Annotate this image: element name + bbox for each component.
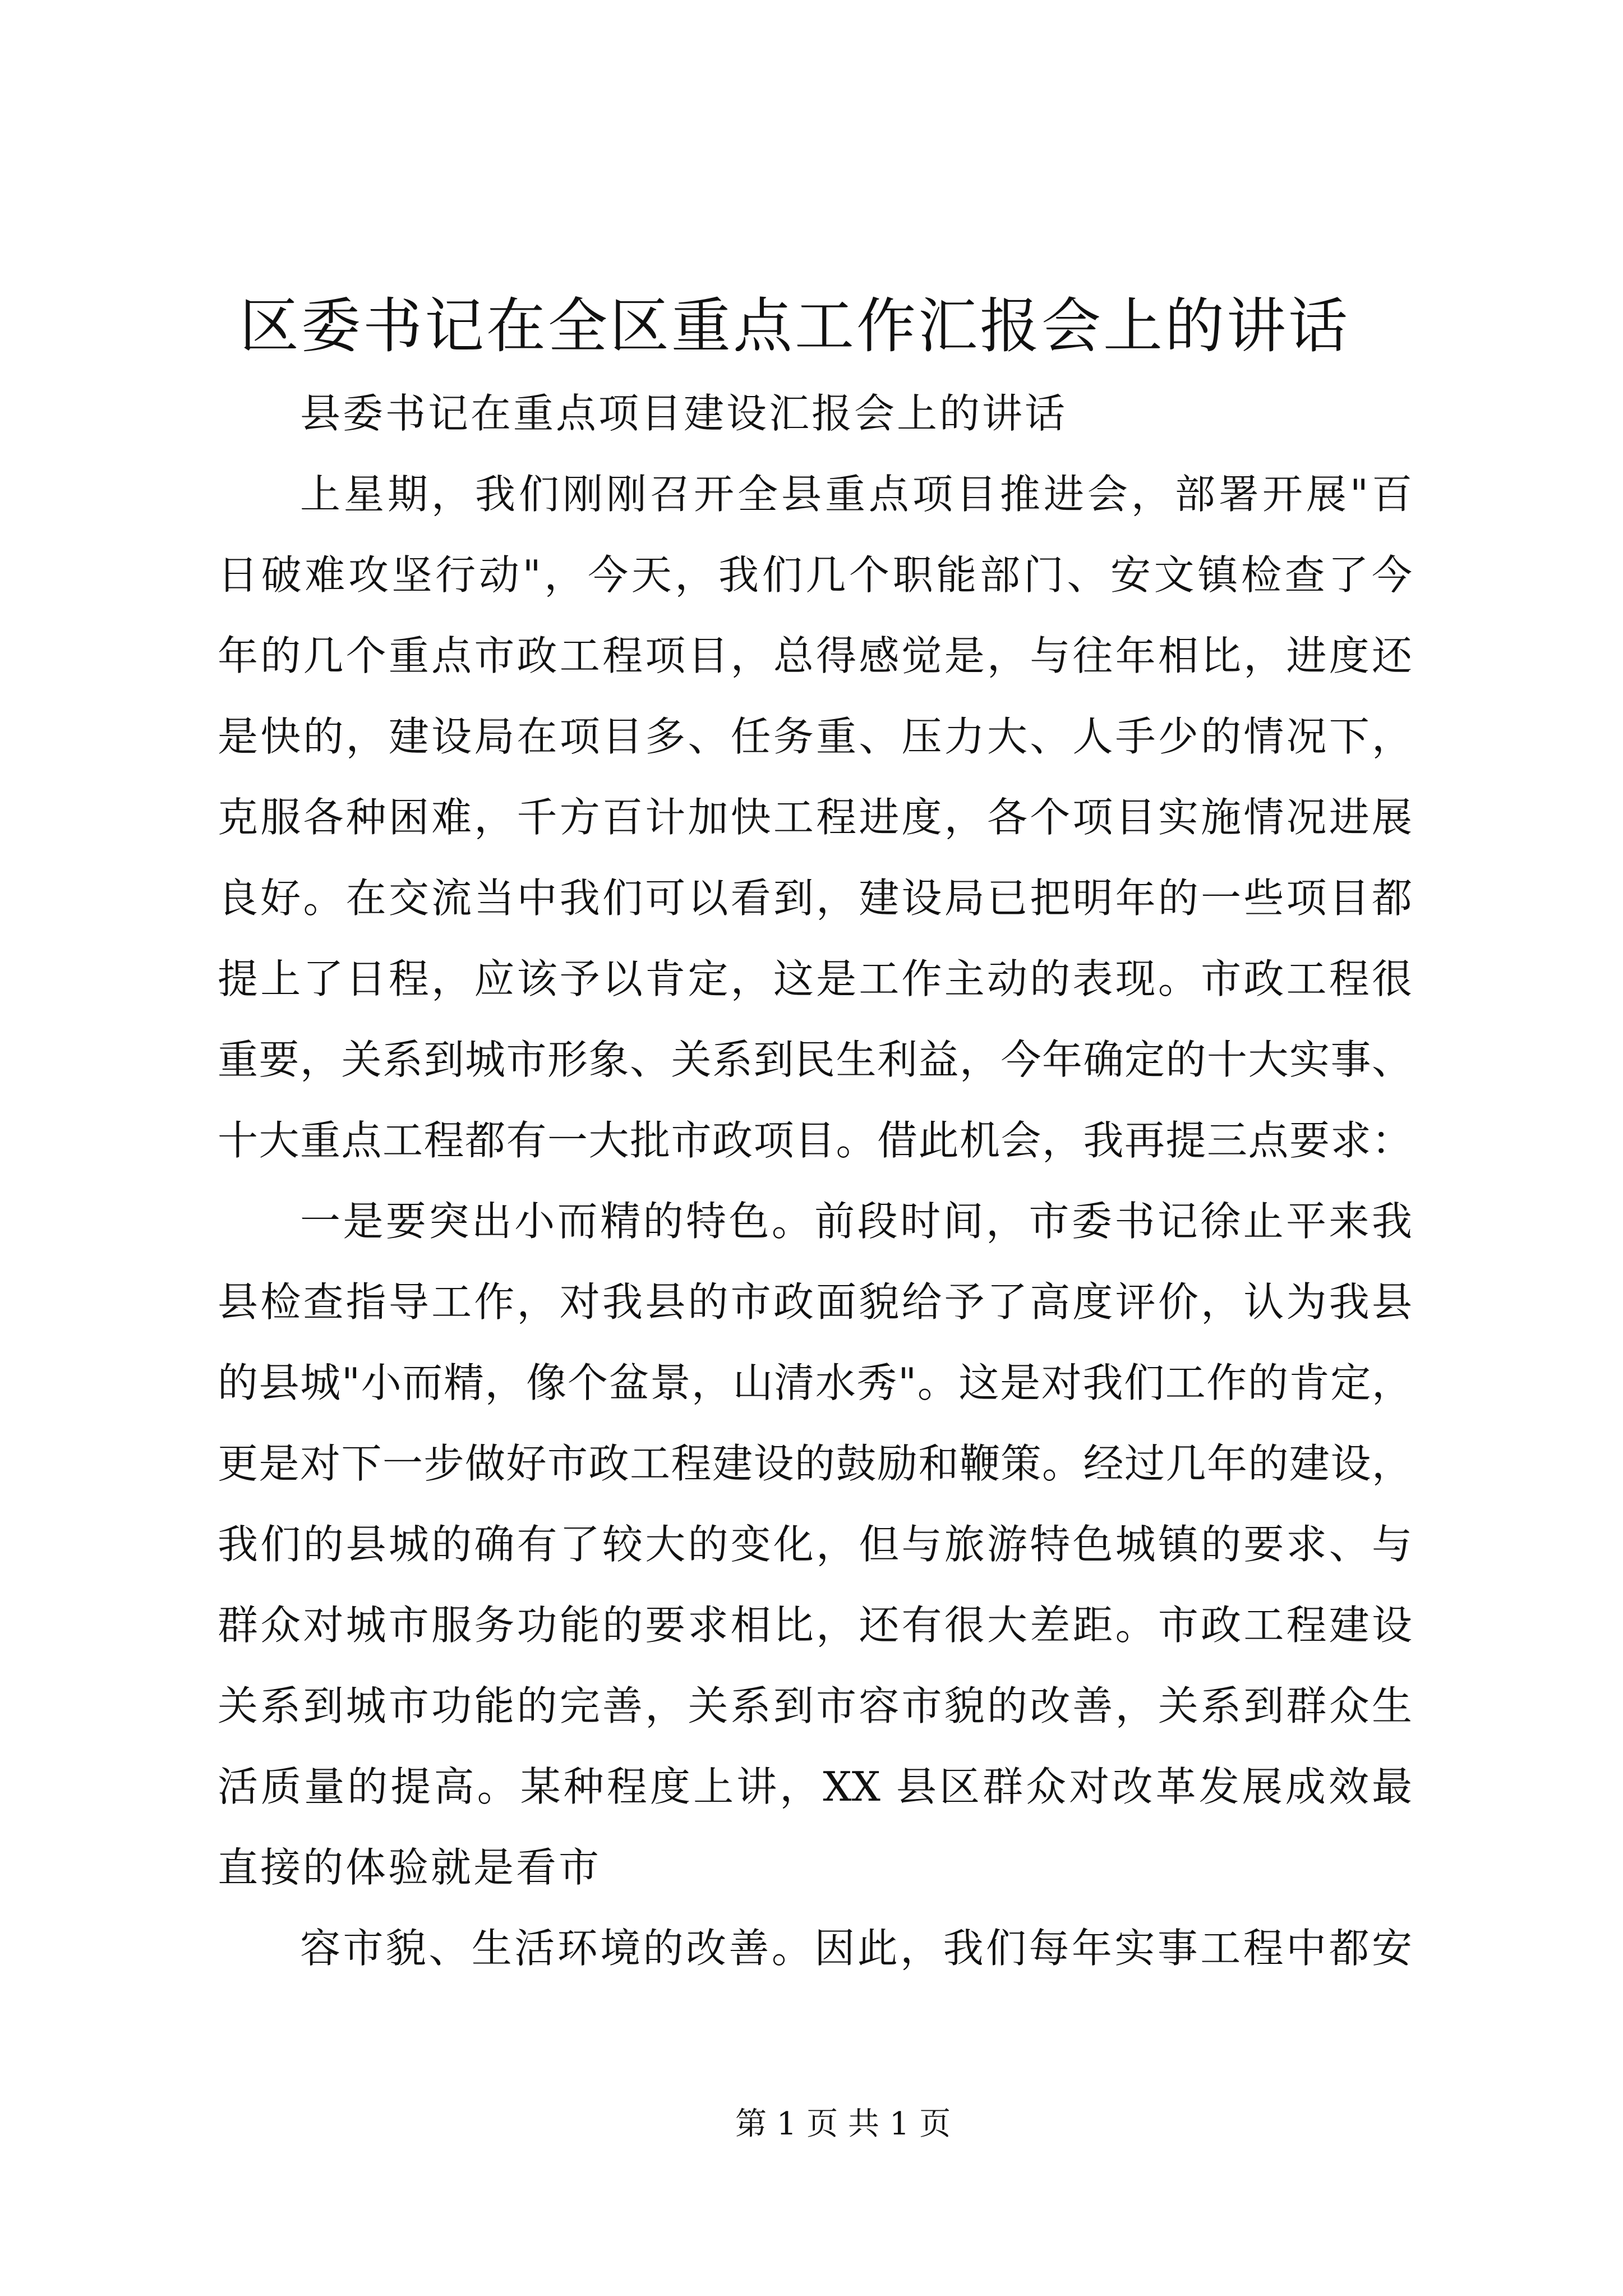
paragraph [218, 1908, 1412, 1989]
document-title: 区委书记在全区重点工作汇报会上的讲话 [239, 292, 1350, 361]
text-line: 活质量的提高。某种程度上讲，XX 县区群众对改革发展成效最 [218, 1763, 1412, 1810]
text-line: 年的几个重点市政工程项目，总得感觉是，与往年相比，进度还 [218, 632, 1412, 679]
text-line: 容市貌、生活环境的改善。因此，我们每年实事工程中都安 [300, 1925, 1412, 1972]
text-line: 群众对城市服务功能的要求相比，还有很大差距。市政工程建设 [218, 1602, 1412, 1649]
text-line: 我们的县城的确有了较大的变化，但与旅游特色城镇的要求、与 [218, 1521, 1412, 1568]
text-line: 是快的，建设局在项目多、任务重、压力大、人手少的情况下， [218, 713, 1412, 760]
text-line: 更是对下一步做好市政工程建设的鼓励和鞭策。经过几年的建设， [218, 1440, 1412, 1487]
text-line: 一是要突出小而精的特色。前段时间，市委书记徐止平来我 [300, 1198, 1412, 1245]
subtitle-line: 县委书记在重点项目建设汇报会上的讲话 [300, 390, 1068, 437]
text-line: 克服各种困难，千方百计加快工程进度，各个项目实施情况进展 [218, 794, 1412, 841]
text-line: 关系到城市功能的完善，关系到市容市貌的改善，关系到群众生 [218, 1682, 1412, 1729]
document-body [218, 373, 1412, 1989]
page-footer: 第 1 页 共 1 页 [735, 2106, 951, 2142]
text-line: 重要，关系到城市形象、关系到民生利益，今年确定的十大实事、 [218, 1036, 1412, 1083]
paragraph [218, 454, 1412, 1181]
text-line: 良好。在交流当中我们可以看到，建设局已把明年的一些项目都 [218, 875, 1412, 922]
text-line: 提上了日程，应该予以肯定，这是工作主动的表现。市政工程很 [218, 955, 1412, 1002]
text-line: 日破难攻坚行动"，今天，我们几个职能部门、安文镇检查了今 [218, 551, 1412, 599]
text-line: 上星期，我们刚刚召开全县重点项目推进会，部署开展"百 [300, 471, 1412, 518]
text-line: 的县城"小而精，像个盆景，山清水秀"。这是对我们工作的肯定， [218, 1359, 1412, 1406]
text-line: 县检查指导工作，对我县的市政面貌给予了高度评价，认为我县 [218, 1278, 1412, 1326]
paragraph [218, 1181, 1412, 1908]
text-line: 十大重点工程都有一大批市政项目。借此机会，我再提三点要求： [218, 1117, 1412, 1164]
text-line: 直接的体验就是看市 [218, 1844, 602, 1891]
